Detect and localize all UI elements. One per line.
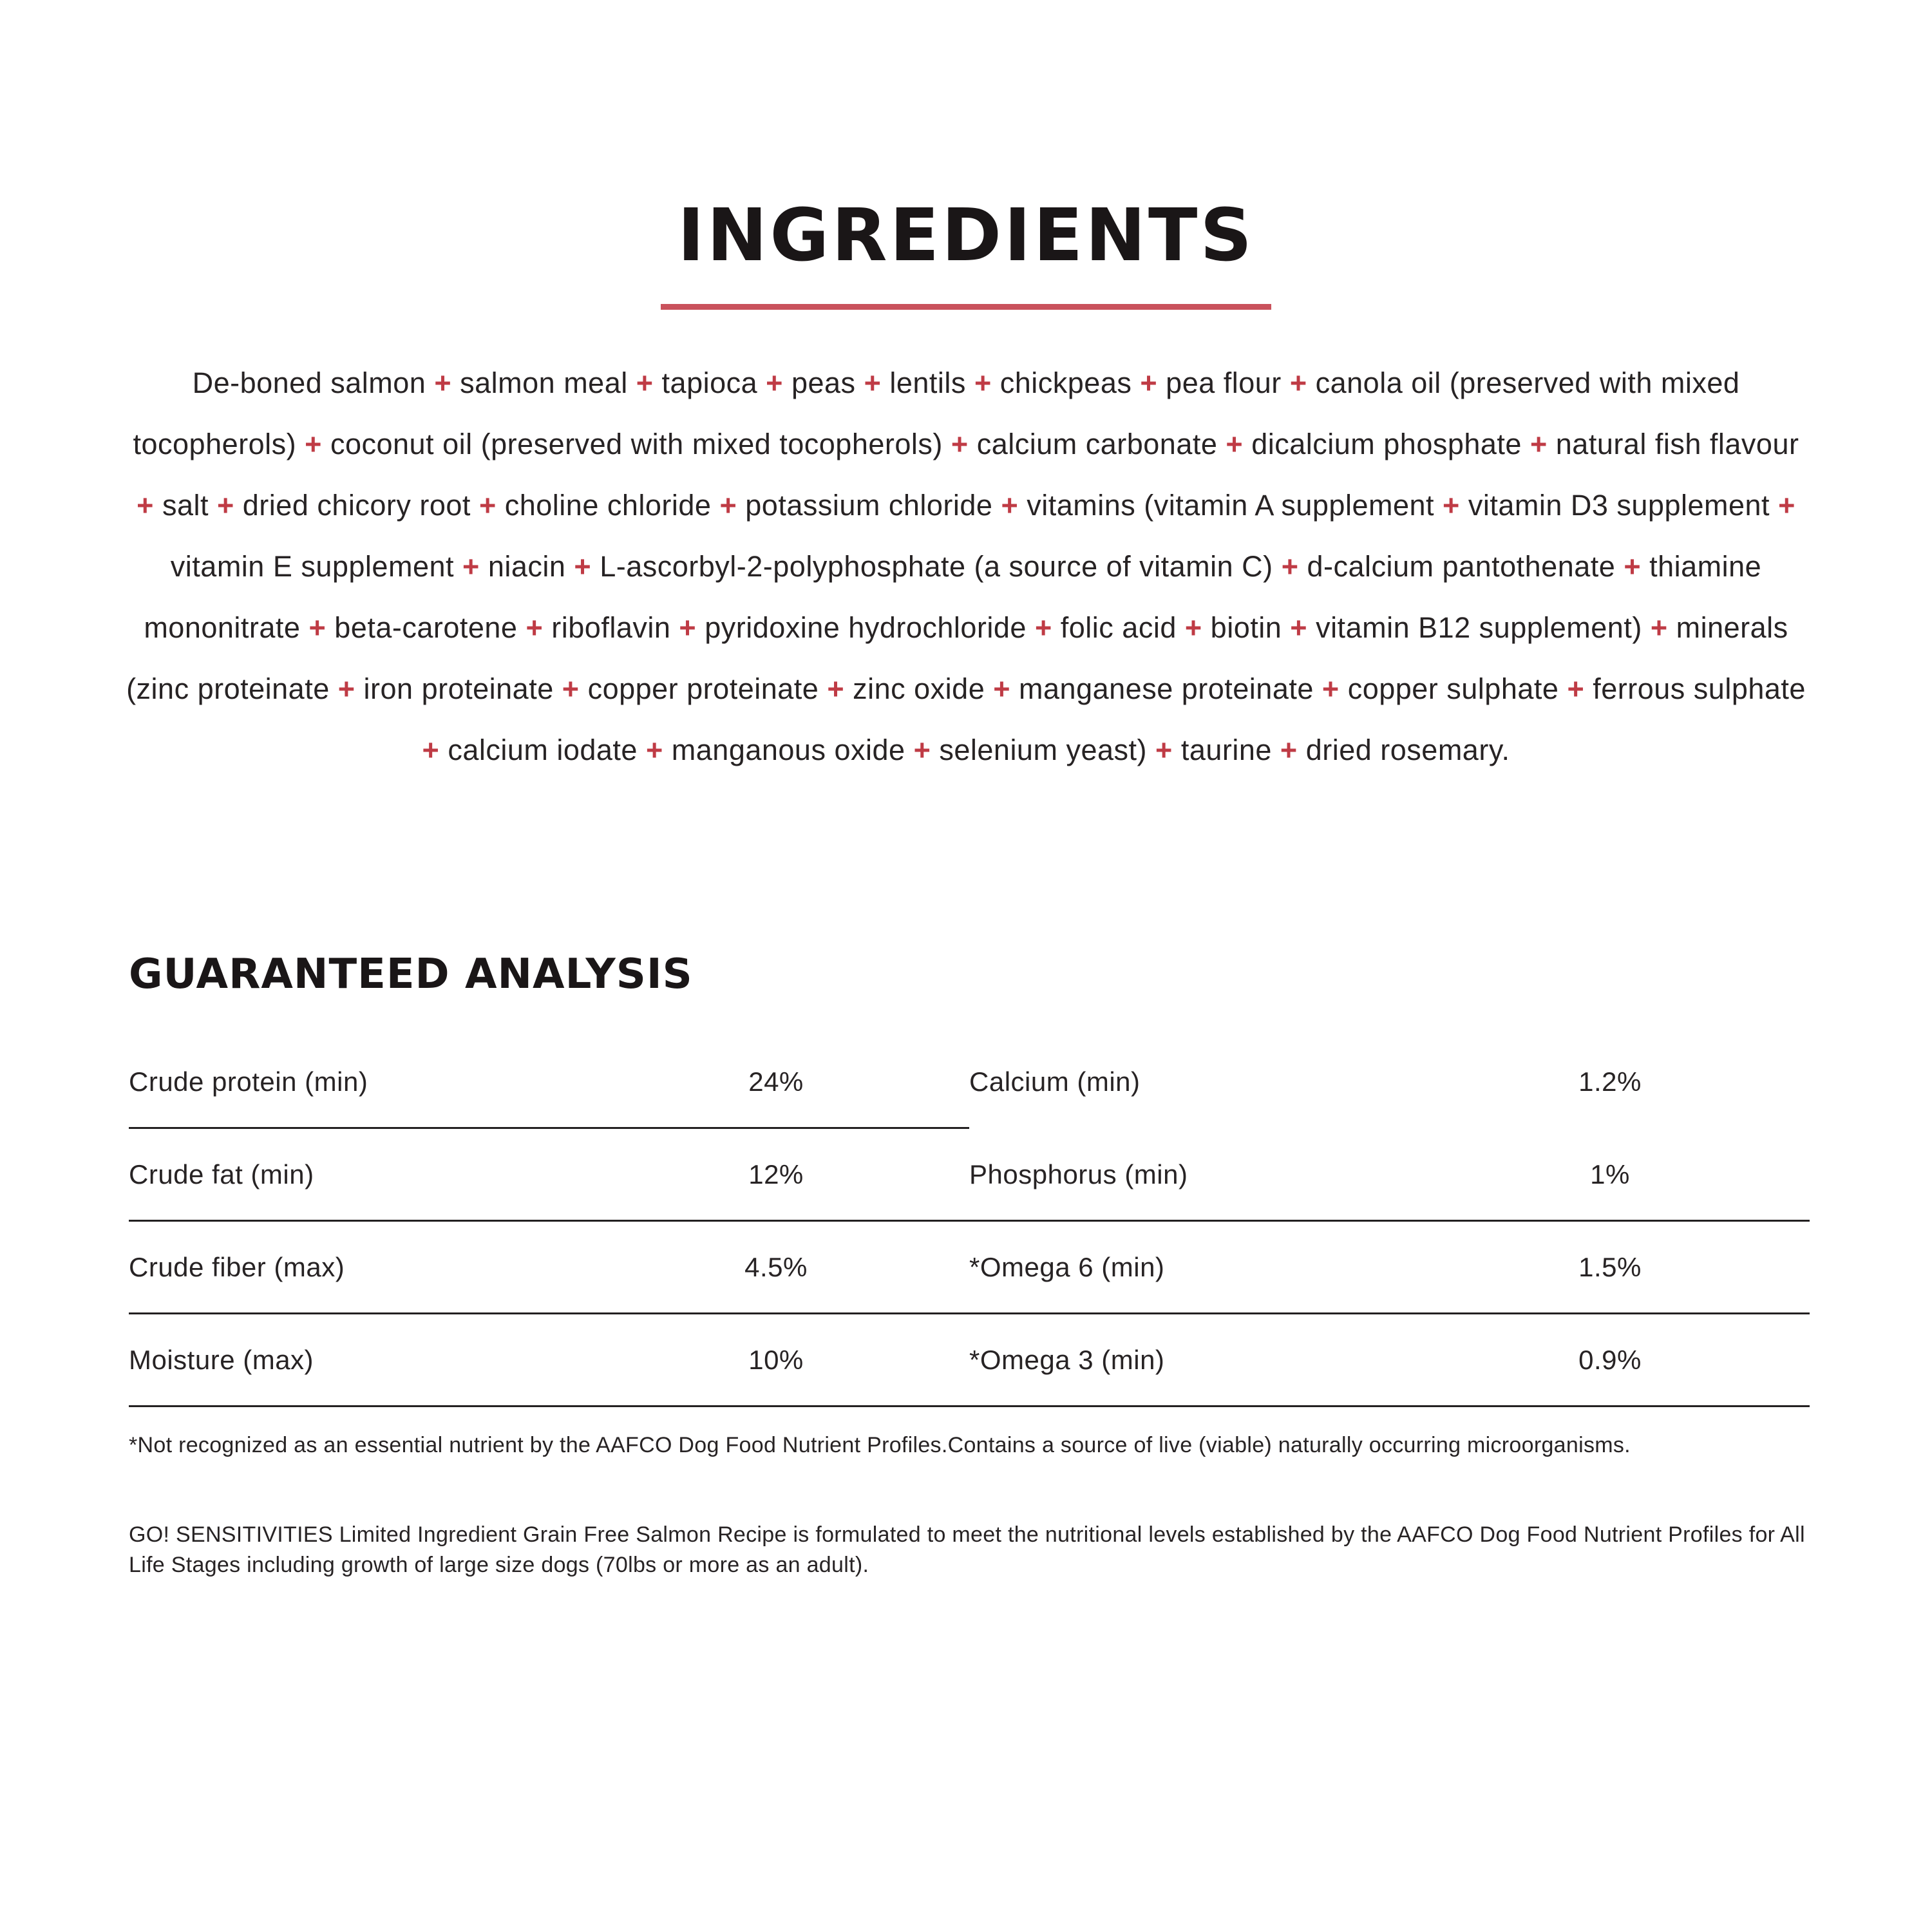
plus-separator: + [645, 734, 663, 766]
ga-row [129, 1129, 1810, 1222]
ga-row [129, 1222, 1810, 1314]
ga-value: 1% [1590, 1159, 1630, 1189]
plus-separator: + [526, 611, 544, 644]
ingredient-item: zinc oxide [853, 672, 985, 705]
guaranteed-analysis-section [129, 953, 1810, 1580]
ingredient-item: vitamin D3 supplement [1468, 489, 1770, 522]
ingredient-item: natural fish flavour [1555, 428, 1799, 460]
plus-separator: + [1443, 489, 1460, 522]
plus-separator: + [1321, 672, 1340, 705]
ingredient-item: manganous oxide [671, 734, 905, 766]
ingredient-item: iron proteinate [363, 672, 554, 705]
plus-separator: + [864, 366, 882, 399]
plus-separator: + [1155, 734, 1173, 766]
ga-value: 1.5% [1578, 1251, 1642, 1282]
ingredient-item: vitamin B12 supplement) [1316, 611, 1642, 644]
ga-row-right [969, 1314, 1810, 1407]
plus-separator: + [1001, 489, 1019, 522]
ingredient-item: folic acid [1060, 611, 1177, 644]
ga-row-right [969, 1222, 1810, 1314]
ingredient-item: pea flour [1166, 366, 1282, 399]
ingredient-item: niacin [488, 550, 566, 583]
plus-separator: + [951, 428, 969, 460]
ga-row-left [129, 1036, 969, 1129]
ga-label: Crude fat (min) [129, 1159, 314, 1189]
ingredient-item: tapioca [661, 366, 758, 399]
plus-separator: + [574, 550, 592, 583]
ingredient-item: thiamine mononitrate [144, 550, 1762, 644]
ga-row-left [129, 1222, 969, 1314]
ga-row-right [969, 1036, 1810, 1129]
plus-separator: + [1290, 611, 1308, 644]
ingredient-item: calcium carbonate [976, 428, 1218, 460]
ingredient-item: choline chloride [504, 489, 712, 522]
ga-row [129, 1314, 1810, 1407]
ga-value: 24% [748, 1066, 804, 1097]
ga-row [129, 1036, 1810, 1129]
plus-separator: + [1567, 672, 1585, 705]
ingredient-item: copper sulphate [1347, 672, 1559, 705]
plus-separator: + [422, 734, 440, 766]
ingredient-item: salmon meal [460, 366, 628, 399]
ga-label: Phosphorus (min) [969, 1159, 1188, 1189]
ingredient-item: dried rosemary. [1305, 734, 1510, 766]
ingredient-item: dried chicory root [242, 489, 471, 522]
ingredient-item: potassium chloride [745, 489, 993, 522]
ga-label: *Omega 6 (min) [969, 1251, 1165, 1282]
ingredient-item: L-ascorbyl-2-polyphosphate (a source of vitamin C) [600, 550, 1273, 583]
ingredient-item: lentils [889, 366, 966, 399]
ingredients-title: INGREDIENTS [677, 194, 1255, 278]
ingredient-item: salt [162, 489, 209, 522]
plus-separator: + [974, 366, 992, 399]
ga-value: 10% [748, 1344, 804, 1375]
plus-separator: + [766, 366, 783, 399]
plus-separator: + [1280, 734, 1298, 766]
plus-separator: + [1034, 611, 1052, 644]
ingredient-item: manganese proteinate [1019, 672, 1314, 705]
plus-separator: + [636, 366, 654, 399]
ingredient-item: pyridoxine hydrochloride [705, 611, 1027, 644]
ingredient-item: vitamins (vitamin A supplement [1027, 489, 1435, 522]
guaranteed-analysis-table [129, 1036, 1810, 1407]
plus-separator: + [434, 366, 452, 399]
plus-separator: + [679, 611, 697, 644]
ingredient-item: copper proteinate [587, 672, 819, 705]
ingredient-item: d-calcium pantothenate [1307, 550, 1616, 583]
plus-separator: + [1650, 611, 1668, 644]
ingredient-item: canola oil (preserved with mixed tocopherols) [133, 366, 1740, 460]
ga-value: 12% [748, 1159, 804, 1189]
plus-separator: + [1624, 550, 1642, 583]
ga-label: Moisture (max) [129, 1344, 314, 1375]
ga-row-left [129, 1129, 969, 1222]
plus-separator: + [827, 672, 845, 705]
plus-separator: + [993, 672, 1011, 705]
plus-separator: + [1530, 428, 1548, 460]
ingredient-item: dicalcium phosphate [1251, 428, 1522, 460]
plus-separator: + [1289, 366, 1307, 399]
ga-label: *Omega 3 (min) [969, 1344, 1165, 1375]
ingredient-item: peas [791, 366, 856, 399]
plus-separator: + [216, 489, 234, 522]
aafco-footnote: *Not recognized as an essential nutrient by the AAFCO Dog Food Nutrient Profiles.Contains a source of live (viable) naturally occurring microorganisms. [129, 1433, 1631, 1457]
plus-separator: + [1281, 550, 1299, 583]
ingredients-list [122, 352, 1810, 781]
guaranteed-analysis-title: GUARANTEED ANALYSIS [129, 951, 693, 998]
ga-value: 0.9% [1578, 1344, 1642, 1375]
plus-separator: + [308, 611, 327, 644]
ga-label: Crude fiber (max) [129, 1251, 345, 1282]
ga-row-right [969, 1129, 1810, 1222]
ga-row-left [129, 1314, 969, 1407]
ingredient-item: beta-carotene [334, 611, 518, 644]
ingredient-item: vitamin E supplement [170, 550, 454, 583]
ingredients-header [0, 0, 1932, 310]
plus-separator: + [305, 428, 322, 460]
plus-separator: + [337, 672, 355, 705]
plus-separator: + [1184, 611, 1202, 644]
ingredient-item: coconut oil (preserved with mixed tocopherols) [330, 428, 943, 460]
plus-separator: + [1140, 366, 1158, 399]
ingredient-item: chickpeas [999, 366, 1132, 399]
plus-separator: + [913, 734, 931, 766]
ga-label: Calcium (min) [969, 1066, 1141, 1097]
ingredient-item: minerals (zinc proteinate [126, 611, 1788, 705]
ingredient-item: ferrous sulphate [1593, 672, 1806, 705]
plus-separator: + [1226, 428, 1244, 460]
ingredient-item: De-boned salmon [192, 366, 426, 399]
plus-separator: + [562, 672, 580, 705]
ga-value: 4.5% [744, 1251, 808, 1282]
plus-separator: + [462, 550, 480, 583]
plus-separator: + [137, 489, 154, 522]
plus-separator: + [719, 489, 737, 522]
formulation-note: GO! SENSITIVITIES Limited Ingredient Grain Free Salmon Recipe is formulated to meet the nutritional levels established by the AAFCO Dog Food Nutrient Profiles for All Life Stages including growth of large size dogs (70lbs or more as an adult). [129, 1522, 1805, 1577]
plus-separator: + [1778, 489, 1795, 522]
plus-separator: + [478, 489, 497, 522]
ingredient-item: riboflavin [551, 611, 671, 644]
ingredient-item: selenium yeast) [939, 734, 1147, 766]
ingredient-item: taurine [1180, 734, 1272, 766]
ingredient-item: biotin [1210, 611, 1282, 644]
title-underline-rule [661, 304, 1271, 310]
ingredient-item: calcium iodate [448, 734, 638, 766]
ga-label: Crude protein (min) [129, 1066, 368, 1097]
ga-value: 1.2% [1578, 1066, 1642, 1097]
